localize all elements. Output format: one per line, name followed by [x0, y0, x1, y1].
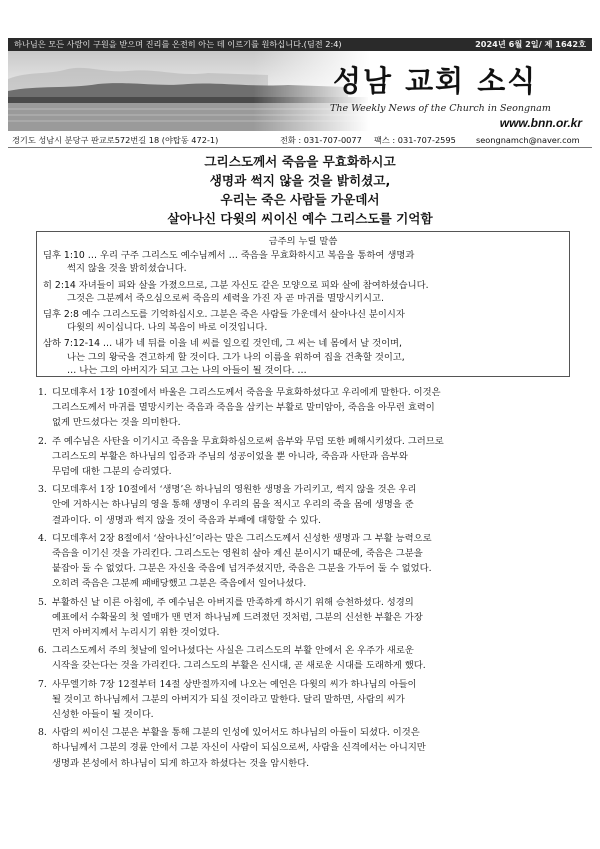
point-item — [38, 531, 570, 592]
point-line: 죽음을 이기신 것을 가리킨다. 그리스도는 영원히 살아 계신 분이시기 때문에, 죽음은 그분을 — [52, 548, 423, 560]
fax-number: 팩스 : 031-707-2595 — [374, 135, 456, 145]
headline-line: 살아나신 다윗의 씨이신 예수 그리스도를 기억함 — [167, 211, 433, 226]
point-number: 6. — [38, 645, 47, 657]
point-line: 하나님께서 그분의 경륜 안에서 그분 자신이 사람이 되심으로써, 사람을 신격에서는 아니지만 — [52, 742, 426, 754]
point-line: 오히려 죽음은 그분께 패배당했고 그분은 죽음에서 일어나셨다. — [52, 578, 307, 590]
verse-line: 다윗의 씨이십니다. 나의 복음이 바로 이것입니다. — [67, 322, 268, 334]
point-line: 생명과 본성에서 하나님이 되게 하고자 하셨다는 것을 암시한다. — [52, 757, 310, 769]
point-line: 그리스도께서 마귀를 멸망시키는 죽음과 죽음을 삼키는 부활로 말미암아, 죽음을 아무런 효력이 — [52, 402, 435, 414]
issue-date: 2024년 6월 2일/ 제 1642호 — [475, 39, 586, 49]
message-headline — [0, 152, 600, 228]
verse-line: 딤후 2:8 예수 그리스도를 기억하십시오. 그분은 죽은 사람들 가운데서 살아나신 분이시자 — [43, 309, 405, 321]
point-item — [38, 434, 570, 480]
point-line: 신성한 아들이 될 것이다. — [52, 709, 154, 721]
point-line: 디모데후서 1장 10절에서 바울은 그리스도께서 죽음을 무효화하셨다고 우리에게 말한다. 이것은 — [52, 387, 441, 398]
point-line: 무덤에 대한 그분의 승리였다. — [52, 466, 172, 478]
point-item — [38, 643, 570, 673]
contact-line — [8, 133, 592, 148]
point-line: 디모데후서 1장 10절에서 ‘생명’은 하나님의 영원한 생명을 가리키고, 썩지 않을 것은 우리 — [52, 484, 417, 496]
point-number: 2. — [38, 435, 47, 447]
point-line: 붙잡아 둘 수 없었다. 그분은 자신을 죽음에 넘겨주셨지만, 죽음은 그분을 가두어 둘 수 없었다. — [52, 563, 432, 575]
verse-line: 딤후 1:10 … 우리 구주 그리스도 예수님께서 … 죽음을 무효화하시고 복음을 통하여 생명과 — [43, 250, 415, 262]
phone-number: 전화 : 031-707-0077 — [280, 135, 362, 145]
top-banner — [8, 38, 592, 51]
point-number: 7. — [38, 678, 47, 690]
point-number: 3. — [38, 484, 47, 496]
verse-line: … 나는 그의 아버지가 되고 그는 나의 아들이 될 것이다. … — [67, 364, 307, 376]
memory-verses-box — [36, 231, 570, 377]
banner-verse: 하나님은 모든 사람이 구원을 받으며 진리를 온전히 아는 데 이르기를 원하십니다.(딤전 2:4) — [14, 39, 342, 49]
verse-line: 삼하 7:12-14 … 내가 네 뒤를 이을 네 씨를 일으킬 것인데, 그 씨는 네 몸에서 날 것이며, — [43, 338, 402, 350]
point-item — [38, 595, 570, 641]
verse-line: 썩지 않을 것을 밝히셨습니다. — [67, 263, 187, 275]
point-line: 사람의 씨이신 그분은 부활을 통해 그분의 인성에 있어서도 하나님의 아들이 되셨다. 이것은 — [52, 727, 420, 739]
point-line: 그리스도께서 주의 첫날에 일어나셨다는 사실은 그리스도의 부활 안에서 온 우주가 새로운 — [52, 645, 414, 657]
point-line: 디모데후서 2장 8절에서 ‘살아나신’이라는 말은 그리스도께서 신성한 생명과 그 부활 능력으로 — [52, 532, 432, 544]
verse-line: 히 2:14 자녀들이 피와 살을 가졌으므로, 그분 자신도 같은 모양으로 피와 살에 참여하셨습니다. — [43, 279, 429, 291]
point-item — [38, 482, 570, 528]
point-item — [38, 725, 570, 771]
newsletter-subtitle: The Weekly News of the Church in Seongnam — [330, 103, 551, 114]
point-line: 주 예수님은 사탄을 이기시고 죽음을 무효화하심으로써 음부와 무덤 또한 폐해시키셨다. 그러므로 — [52, 435, 444, 447]
verse-entry — [43, 337, 563, 377]
verse-line: 그것은 그분께서 죽으심으로써 죽음의 세력을 가진 자 곧 마귀를 멸망시키시고. — [67, 292, 384, 304]
church-address: 경기도 성남시 분당구 판교로572번길 18 (야탑동 472-1) — [12, 135, 219, 145]
email-address[interactable]: seongnamch@naver.com — [476, 135, 580, 145]
masthead — [8, 51, 592, 131]
point-line: 부활하신 날 이른 아침에, 주 예수님은 아버지를 만족하게 하시기 위해 승천하셨다. 성경의 — [52, 596, 414, 608]
verse-line: 나는 그의 왕국을 견고하게 할 것이다. 그가 나의 이름을 위하여 집을 건축할 것이고, — [67, 351, 405, 363]
point-line: 될 것이고 하나님께서 그분의 아버지가 되실 것이라고 말한다. 달리 말하면, 사람의 씨가 — [52, 693, 405, 705]
verse-entry — [43, 249, 563, 275]
point-line: 사무엘기하 7장 12절부터 14절 상반절까지에 나오는 예언은 다윗의 씨가 하나님의 아들이 — [52, 678, 417, 690]
verse-entry — [43, 279, 563, 305]
memory-verses-heading: 금주의 누릴 말씀 — [268, 236, 338, 247]
point-line: 결과이다. 이 생명과 썩지 않을 것이 죽음과 부패에 대항할 수 있다. — [52, 514, 321, 526]
point-number: 8. — [38, 727, 47, 739]
point-line: 시작을 갖는다는 것을 가리킨다. 그리스도의 부활은 신시대, 곧 새로운 시대를 도래하게 했다. — [52, 660, 426, 672]
verse-entry — [43, 308, 563, 334]
point-number: 5. — [38, 596, 47, 608]
headline-line: 그리스도께서 죽음을 무효화하시고 — [204, 154, 396, 169]
website-url[interactable]: www.bnn.or.kr — [499, 116, 582, 130]
point-line: 먼저 아버지께서 누리시기 위한 것이었다. — [52, 627, 220, 639]
point-line: 그리스도의 부활은 하나님의 입증과 주님의 성공이었을 뿐 아니라, 죽음과 사탄과 음부와 — [52, 450, 408, 462]
point-item — [38, 385, 570, 431]
headline-line: 생명과 썩지 않을 것을 밝히셨고, — [209, 173, 391, 188]
newsletter-title: 성남 교회 소식 — [333, 64, 538, 98]
message-points — [38, 385, 570, 774]
point-number: 1. — [38, 387, 47, 398]
point-item — [38, 677, 570, 723]
point-line: 안에 거하시는 하나님의 영을 통해 생명이 우리의 몸을 적시고 우리의 죽을 몸에 생명을 준 — [52, 499, 414, 511]
point-line: 예표에서 수확물의 첫 열매가 맨 먼저 하나님께 드려졌던 것처럼, 그분의 신선한 부활은 가장 — [52, 611, 423, 623]
headline-line: 우리는 죽은 사람들 가운데서 — [220, 192, 380, 207]
point-line: 없게 만드셨다는 것을 의미한다. — [52, 417, 181, 429]
point-number: 4. — [38, 532, 47, 544]
